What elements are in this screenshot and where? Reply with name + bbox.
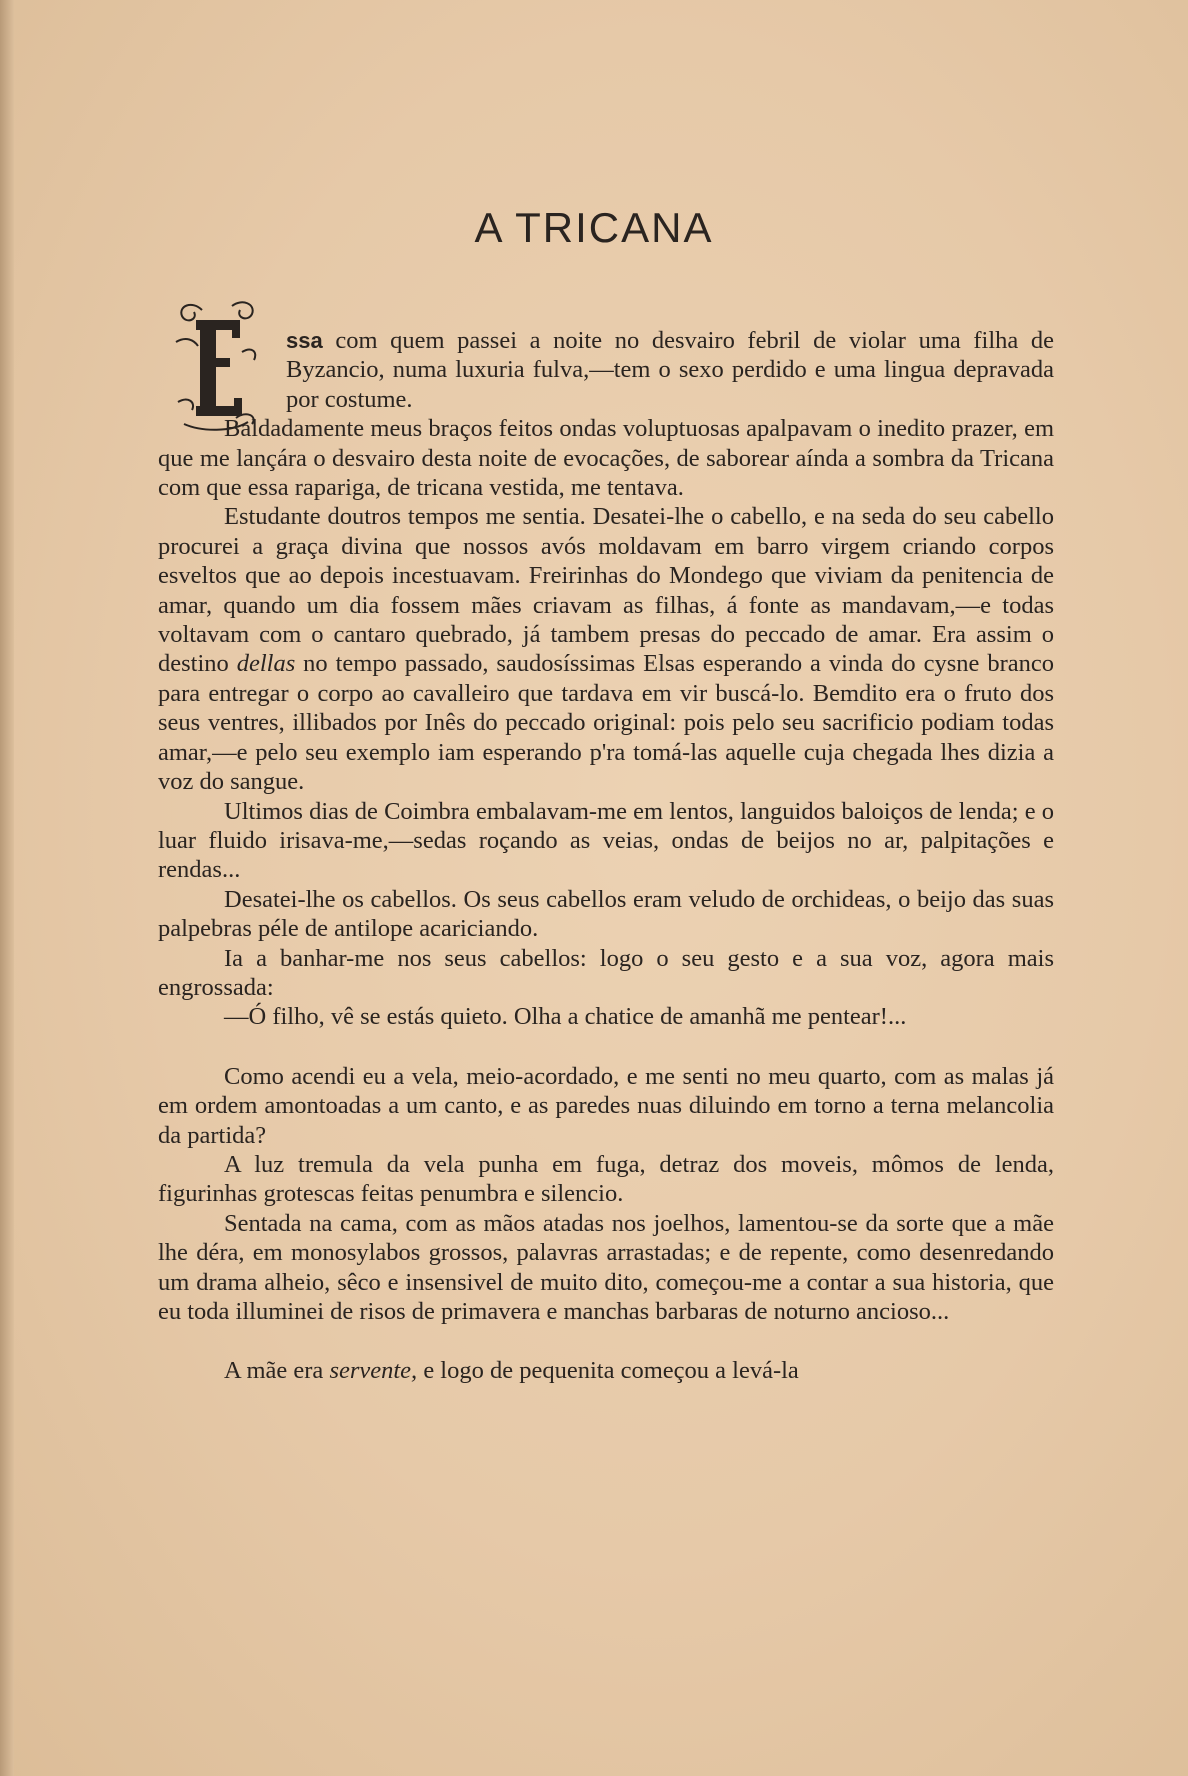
- chapter-title: A TRICANA: [474, 204, 714, 251]
- drop-cap-space: [158, 326, 286, 412]
- dialogue-paragraph: —Ó filho, vê se estás quieto. Olha a chatice de amanhã me pentear!...: [224, 1003, 907, 1031]
- paragraph-text: com quem passei a noite no desvairo febril de violar uma filha de Byzancio, numa luxuria fulva,—tem o sexo perdido e uma lingua depravada por costume.: [286, 327, 1054, 413]
- paragraph: Sentada na cama, com as mãos atadas nos joelhos, lamentou-se da sorte que a mãe lhe déra, em monosylabos grossos, palavras arrastadas; e de repente, como desenredando um drama alheio, sêco e insensivel de muito dito, começou-me a contar a sua historia, que eu toda illuminei de risos de primavera e manchas barbaras de noturno ancioso...: [158, 1209, 1054, 1325]
- paragraph: A luz tremula da vela punha em fuga, detraz dos moveis, mômos de lenda, figurinhas grotescas feitas penumbra e silencio.: [158, 1150, 1054, 1208]
- paragraph: Baldadamente meus braços feitos ondas voluptuosas apalpavam o inedito prazer, em que me lançára o desvairo desta noite de evocações, de saborear aínda a sombra da Tricana com que essa rapariga, de tricana vestida, me tentava.: [158, 415, 1054, 502]
- paragraph: [158, 326, 1054, 414]
- paragraph: Ultimos dias de Coimbra embalavam-me em lentos, languidos baloiços de lenda; e o luar fluido irisava-me,—sedas roçando as veias, ondas de beijos no ar, palpitações e rendas...: [158, 797, 1054, 884]
- first-word: ssa: [286, 328, 323, 353]
- paragraph-text: A mãe era: [224, 1357, 330, 1385]
- paragraph-text: no tempo passado, saudosíssimas Elsas esperando a vinda do cysne branco para entregar o corpo ao cavalleiro que tardava em vir buscá-lo. Bemdito era o fruto dos seus ventres, illibados por Inês do peccado original: pois pelo seu sacrificio podiam todas amar,—e pelo seu exemplo iam esperando p'ra tomá-las aquelle cuja chegada lhes dizia a voz do sangue.: [158, 650, 1054, 796]
- body-text: [158, 326, 1054, 1386]
- emphasis: dellas: [236, 650, 296, 678]
- paragraph: [158, 1356, 1054, 1385]
- paragraph-text: e logo de pequenita começou a levá-la: [417, 1357, 799, 1385]
- paragraph: Desatei-lhe os cabellos. Os seus cabellos eram veludo de orchideas, o beijo das suas palpebras péle de antilope acariciando.: [158, 885, 1054, 943]
- emphasis: servente,: [329, 1357, 418, 1385]
- paragraph: Ia a banhar-me nos seus cabellos: logo o seu gesto e a sua voz, agora mais engrossada:: [158, 944, 1054, 1001]
- paragraph: [158, 502, 1054, 796]
- paragraph: Como acendi eu a vela, meio-acordado, e me senti no meu quarto, com as malas já em ordem amontoadas a um canto, e as paredes nuas diluindo em torno a terna melancolia da partida?: [158, 1062, 1054, 1149]
- paragraph-text: Estudante doutros tempos me sentia. Desatei-lhe o cabello, e na seda do seu cabello procurei a graça divina que nossos avós moldavam em barro virgem criando corpos esveltos que ao depois incestuavam. Freirinhas do Mondego que viviam da penitencia de amar, quando um dia fossem mães criavam as filhas, á fonte as mandavam,—e todas voltavam com o cantaro quebrado, já tambem presas do peccado de amar. Era assim o destino: [158, 503, 1054, 678]
- page-edge: [0, 0, 14, 1776]
